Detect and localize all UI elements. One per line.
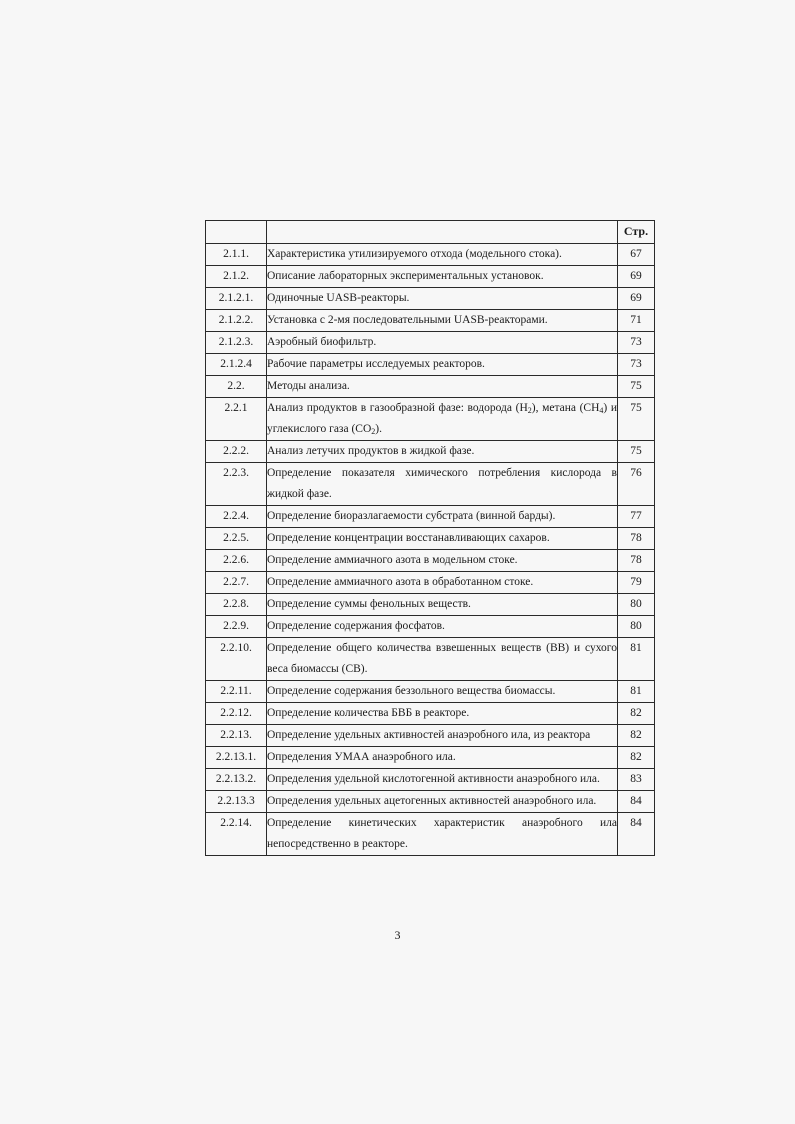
section-page: 84 xyxy=(618,791,655,813)
section-title: Определение количества БВБ в реакторе. xyxy=(267,703,618,725)
section-page: 67 xyxy=(618,244,655,266)
toc-row xyxy=(206,703,655,725)
section-title: Определение кинетических характеристик анаэробного ила непосредственно в реакторе. xyxy=(267,813,618,856)
toc-row xyxy=(206,506,655,528)
section-title: Определение общего количества взвешенных веществ (ВВ) и сухого веса биомассы (СВ). xyxy=(267,638,618,681)
section-title: Определение аммиачного азота в модельном стоке. xyxy=(267,550,618,572)
page-number: 3 xyxy=(394,928,401,942)
title-part: ) и углекислого газа (CO xyxy=(267,402,618,435)
section-number: 2.2.7. xyxy=(206,572,267,594)
section-number: 2.2.6. xyxy=(206,550,267,572)
toc-row xyxy=(206,266,655,288)
section-number: 2.2.12. xyxy=(206,703,267,725)
section-number: 2.1.2.4 xyxy=(206,354,267,376)
section-page: 77 xyxy=(618,506,655,528)
section-page: 81 xyxy=(618,638,655,681)
section-page: 71 xyxy=(618,310,655,332)
toc-row xyxy=(206,725,655,747)
section-page: 75 xyxy=(618,376,655,398)
subscript: 2 xyxy=(371,427,376,436)
section-page: 80 xyxy=(618,616,655,638)
section-number: 2.2.9. xyxy=(206,616,267,638)
section-number: 2.2.8. xyxy=(206,594,267,616)
header-num-cell xyxy=(206,221,267,244)
toc-row xyxy=(206,244,655,266)
section-title: Определение биоразлагаемости субстрата (винной барды). xyxy=(267,506,618,528)
section-number: 2.2.11. xyxy=(206,681,267,703)
toc-row xyxy=(206,528,655,550)
section-title: Определение содержания беззольного вещества биомассы. xyxy=(267,681,618,703)
section-title: Аэробный биофильтр. xyxy=(267,332,618,354)
section-page: 78 xyxy=(618,528,655,550)
section-title: Установка с 2-мя последовательными UASB-реакторами. xyxy=(267,310,618,332)
section-number: 2.2.13.2. xyxy=(206,769,267,791)
toc-row xyxy=(206,638,655,681)
toc-row xyxy=(206,310,655,332)
toc-row xyxy=(206,747,655,769)
section-number: 2.2. xyxy=(206,376,267,398)
section-page: 84 xyxy=(618,813,655,856)
section-number: 2.2.14. xyxy=(206,813,267,856)
subscript: 4 xyxy=(599,406,604,415)
section-number: 2.2.2. xyxy=(206,441,267,463)
section-title: Определение аммиачного азота в обработанном стоке. xyxy=(267,572,618,594)
title-part: Анализ продуктов в газообразной фазе: водорода (H xyxy=(267,402,528,414)
section-page: 82 xyxy=(618,725,655,747)
section-page: 82 xyxy=(618,703,655,725)
section-number: 2.2.10. xyxy=(206,638,267,681)
section-number: 2.1.2.3. xyxy=(206,332,267,354)
section-page: 75 xyxy=(618,441,655,463)
section-number: 2.2.13.3 xyxy=(206,791,267,813)
subscript: 2 xyxy=(527,406,532,415)
section-number: 2.2.5. xyxy=(206,528,267,550)
section-number: 2.2.13. xyxy=(206,725,267,747)
section-number: 2.1.2. xyxy=(206,266,267,288)
section-page: 81 xyxy=(618,681,655,703)
toc-row xyxy=(206,572,655,594)
section-number: 2.2.13.1. xyxy=(206,747,267,769)
toc-header-row xyxy=(206,221,655,244)
section-number: 2.1.2.2. xyxy=(206,310,267,332)
section-title: Определения УМАА анаэробного ила. xyxy=(267,747,618,769)
section-title: Анализ летучих продуктов в жидкой фазе. xyxy=(267,441,618,463)
section-page: 69 xyxy=(618,266,655,288)
section-title: Определение содержания фосфатов. xyxy=(267,616,618,638)
header-page-label: Стр. xyxy=(618,221,655,244)
title-part: ), метана (CH xyxy=(531,402,600,414)
section-page: 75 xyxy=(618,398,655,441)
toc-row xyxy=(206,376,655,398)
toc-row xyxy=(206,594,655,616)
toc-row xyxy=(206,332,655,354)
section-title: Одиночные UASB-реакторы. xyxy=(267,288,618,310)
toc-row xyxy=(206,616,655,638)
section-page: 73 xyxy=(618,332,655,354)
section-page: 82 xyxy=(618,747,655,769)
section-page: 69 xyxy=(618,288,655,310)
section-title: Определения удельных ацетогенных активностей анаэробного ила. xyxy=(267,791,618,813)
section-page: 79 xyxy=(618,572,655,594)
section-title: Определения удельной кислотогенной активности анаэробного ила. xyxy=(267,769,618,791)
section-title: Методы анализа. xyxy=(267,376,618,398)
toc-row xyxy=(206,441,655,463)
section-title: Определение суммы фенольных веществ. xyxy=(267,594,618,616)
section-number: 2.2.4. xyxy=(206,506,267,528)
section-title: Определение показателя химического потребления кислорода в жидкой фазе. xyxy=(267,463,618,506)
section-title xyxy=(267,398,618,441)
toc-row xyxy=(206,681,655,703)
toc-table xyxy=(205,220,655,856)
section-title: Определение удельных активностей анаэробного ила, из реактора xyxy=(267,725,618,747)
section-number: 2.1.1. xyxy=(206,244,267,266)
section-page: 73 xyxy=(618,354,655,376)
toc-row xyxy=(206,791,655,813)
section-title: Характеристика утилизируемого отхода (модельного стока). xyxy=(267,244,618,266)
section-page: 76 xyxy=(618,463,655,506)
toc-row xyxy=(206,398,655,441)
section-number: 2.2.1 xyxy=(206,398,267,441)
toc-row xyxy=(206,550,655,572)
section-title: Описание лабораторных экспериментальных установок. xyxy=(267,266,618,288)
section-number: 2.2.3. xyxy=(206,463,267,506)
toc-row xyxy=(206,288,655,310)
toc-row xyxy=(206,463,655,506)
toc-row xyxy=(206,354,655,376)
section-page: 80 xyxy=(618,594,655,616)
section-title: Определение концентрации восстанавливающих сахаров. xyxy=(267,528,618,550)
section-number: 2.1.2.1. xyxy=(206,288,267,310)
section-page: 83 xyxy=(618,769,655,791)
section-page: 78 xyxy=(618,550,655,572)
title-part: ). xyxy=(375,423,382,435)
toc-row xyxy=(206,769,655,791)
header-title-cell xyxy=(267,221,618,244)
toc-row xyxy=(206,813,655,856)
section-title: Рабочие параметры исследуемых реакторов. xyxy=(267,354,618,376)
